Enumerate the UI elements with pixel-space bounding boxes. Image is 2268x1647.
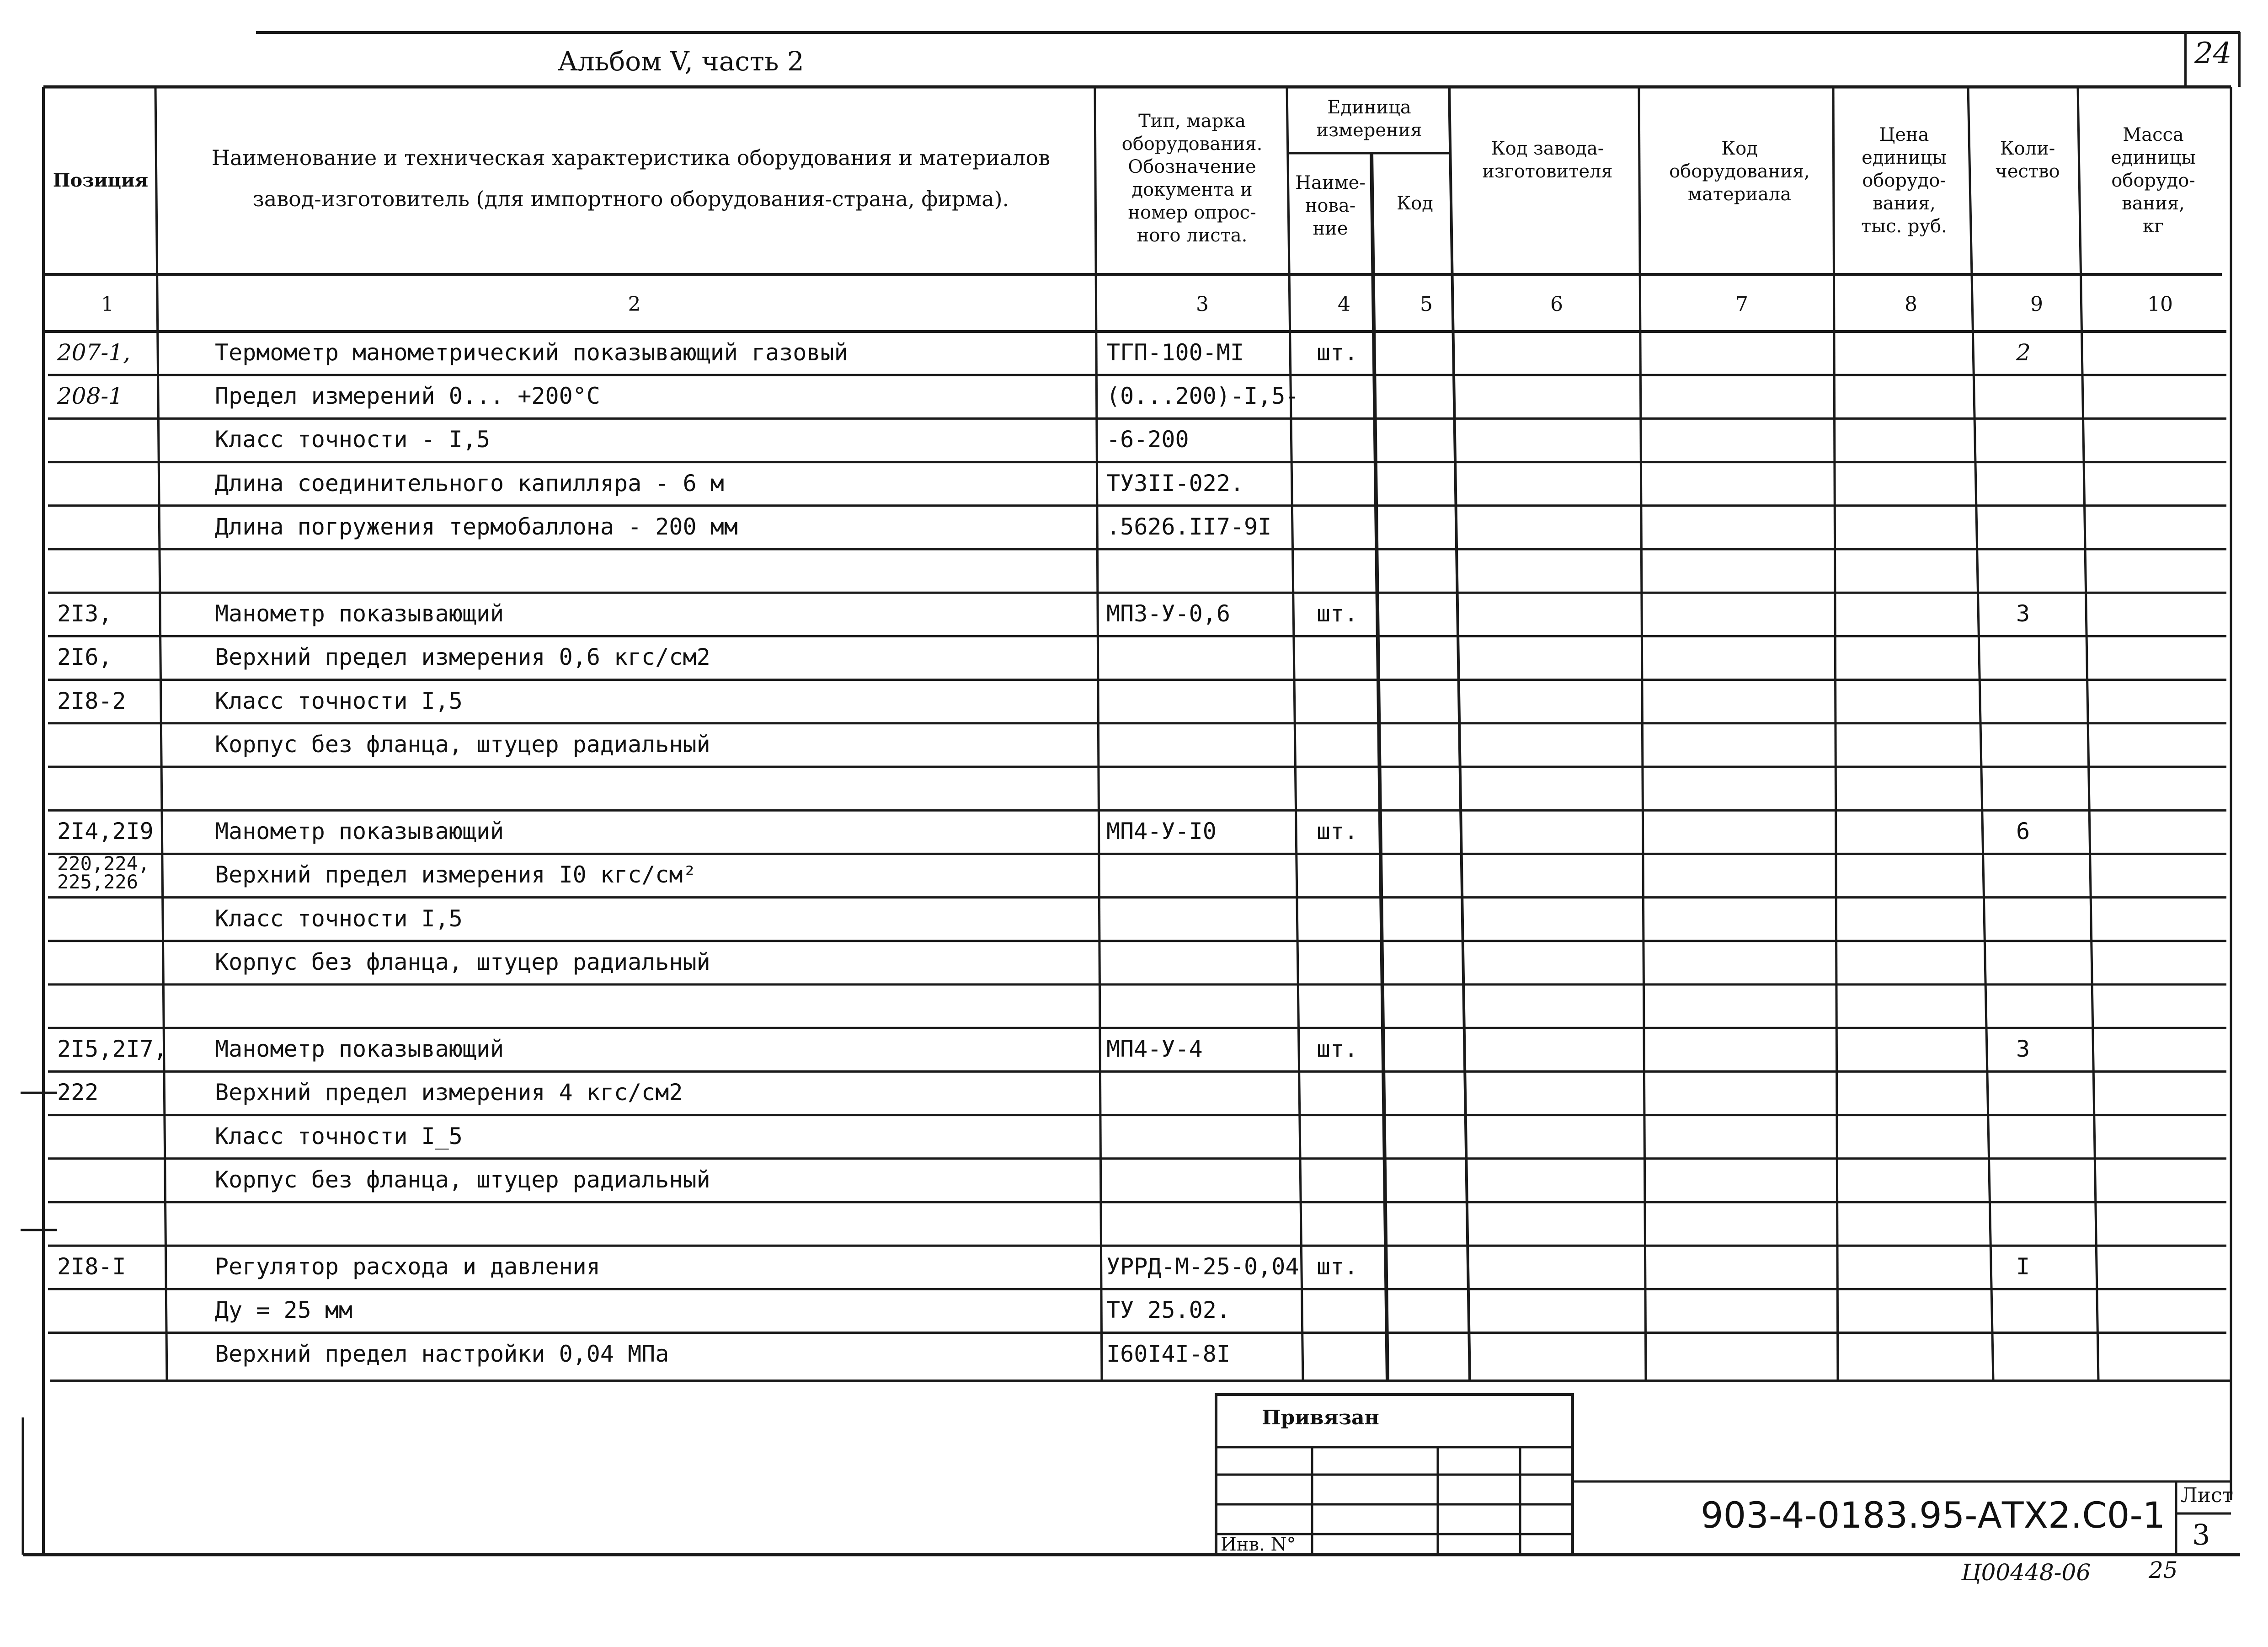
header-price: Цена единицы оборудо- вания, тыс. руб.	[1861, 124, 1947, 237]
header-unit-group: Единица измерения	[1316, 97, 1422, 141]
row-unit: шт.	[1317, 818, 1358, 845]
row-pos: 208-1	[57, 383, 123, 410]
row-type: УРРД-М-25-0,04	[1106, 1253, 1299, 1280]
row-name: Длина погружения термобаллона - 200 мм	[215, 513, 738, 540]
header-unit-name: Наиме- нова- ние	[1295, 172, 1366, 239]
row-qty: 3	[2016, 600, 2030, 627]
column-number: 2	[628, 293, 641, 316]
row-type: МП4-У-4	[1106, 1036, 1203, 1063]
column-number: 7	[1735, 293, 1748, 316]
row-pos: 222	[57, 1079, 99, 1106]
footer-archive-code: Ц00448-06	[1961, 1559, 2091, 1586]
row-pos: 2I4,2I9	[57, 818, 154, 845]
row-type: .5626.II7-9I	[1106, 513, 1272, 540]
row-pos: 2I8-I	[57, 1253, 126, 1280]
row-name: Регулятор расхода и давления	[215, 1253, 600, 1280]
row-type: I60I4I-8I	[1106, 1340, 1230, 1367]
row-name: Корпус без фланца, штуцер радиальный	[215, 1166, 710, 1193]
sheet-number: 3	[2192, 1518, 2210, 1551]
row-type: -6-200	[1106, 426, 1189, 453]
row-pos: 2I6,	[57, 644, 112, 671]
row-name: Класс точности - I,5	[215, 426, 491, 453]
header-qty: Коли- чество	[1995, 138, 2060, 182]
row-pos: 2I8-2	[57, 687, 126, 714]
header-maker-code: Код завода- изготовителя	[1482, 138, 1613, 182]
column-number: 9	[2030, 293, 2043, 316]
row-qty: I	[2016, 1253, 2030, 1280]
row-name: Корпус без фланца, штуцер радиальный	[215, 731, 710, 758]
header-equip-code: Код оборудования, материала	[1669, 138, 1810, 205]
header-name: Наименование и техническая характеристика оборудования и материалов завод-изготовитель (для импортного оборудования-страна, фирма).	[211, 145, 1051, 211]
row-unit: шт.	[1317, 1253, 1358, 1280]
column-number: 8	[1905, 293, 1917, 316]
row-name: Корпус без фланца, штуцер радиальный	[215, 948, 710, 975]
row-name: Класс точности I,5	[215, 687, 463, 714]
page-number: 24	[2194, 37, 2232, 70]
stamp-privyazan: Привязан	[1262, 1406, 1379, 1429]
column-number: 3	[1196, 293, 1209, 316]
document-code: 903-4-0183.95-АТХ2.С0-1	[1701, 1495, 2166, 1536]
row-pos: 2I3,	[57, 600, 112, 627]
row-type: МП4-У-I0	[1106, 818, 1217, 845]
header-position: Позиция	[53, 170, 149, 191]
row-type: МП3-У-0,6	[1106, 600, 1230, 627]
column-number: 4	[1338, 293, 1350, 316]
row-unit: шт.	[1317, 600, 1358, 627]
column-number: 5	[1420, 293, 1433, 316]
row-name: Класс точности I,5	[215, 905, 463, 932]
row-name: Длина соединительного капилляра - 6 м	[215, 470, 724, 497]
row-unit: шт.	[1317, 339, 1358, 366]
header-unit-code: Код	[1397, 193, 1433, 214]
row-unit: шт.	[1317, 1036, 1358, 1063]
row-type: ТУ3II-022.	[1106, 470, 1244, 497]
column-number: 1	[101, 293, 114, 316]
stamp-inv: Инв. N°	[1221, 1534, 1296, 1555]
row-name: Манометр показывающий	[215, 600, 504, 627]
row-pos: 2I5,2I7,	[57, 1036, 167, 1063]
row-type: ТУ 25.02.	[1106, 1297, 1230, 1324]
row-name: Верхний предел измерения I0 кгс/см²	[215, 861, 697, 888]
row-qty: 2	[2016, 339, 2031, 366]
row-name: Ду = 25 мм	[215, 1297, 353, 1324]
row-type: ТГП-100-МI	[1106, 339, 1244, 366]
column-number: 6	[1550, 293, 1563, 316]
row-name: Класс точности I_5	[215, 1123, 463, 1150]
row-qty: 3	[2016, 1036, 2030, 1063]
row-name: Термометр манометрический показывающий газовый	[215, 339, 848, 366]
column-number: 10	[2147, 293, 2173, 316]
row-name: Верхний предел измерения 4 кгс/см2	[215, 1079, 683, 1106]
row-pos: 220,224, 225,226	[57, 852, 150, 893]
header-type: Тип, марка оборудования. Обозначение документа и номер опрос- ного листа.	[1121, 111, 1263, 246]
row-name: Манометр показывающий	[215, 818, 504, 845]
sheet-label: Лист	[2181, 1484, 2234, 1507]
row-qty: 6	[2016, 818, 2030, 845]
header-mass: Масса единицы оборудо- вания, кг	[2111, 124, 2196, 237]
row-name: Предел измерений 0... +200°С	[215, 383, 600, 410]
row-pos: 207-1,	[57, 339, 131, 366]
album-title: Альбом V, часть 2	[558, 46, 804, 77]
row-name: Верхний предел настройки 0,04 МПа	[215, 1340, 669, 1367]
footer-archive-number: 25	[2149, 1557, 2178, 1583]
row-name: Верхний предел измерения 0,6 кгс/см2	[215, 644, 710, 671]
row-name: Манометр показывающий	[215, 1036, 504, 1063]
row-type: (0...200)-I,5-	[1106, 383, 1299, 410]
